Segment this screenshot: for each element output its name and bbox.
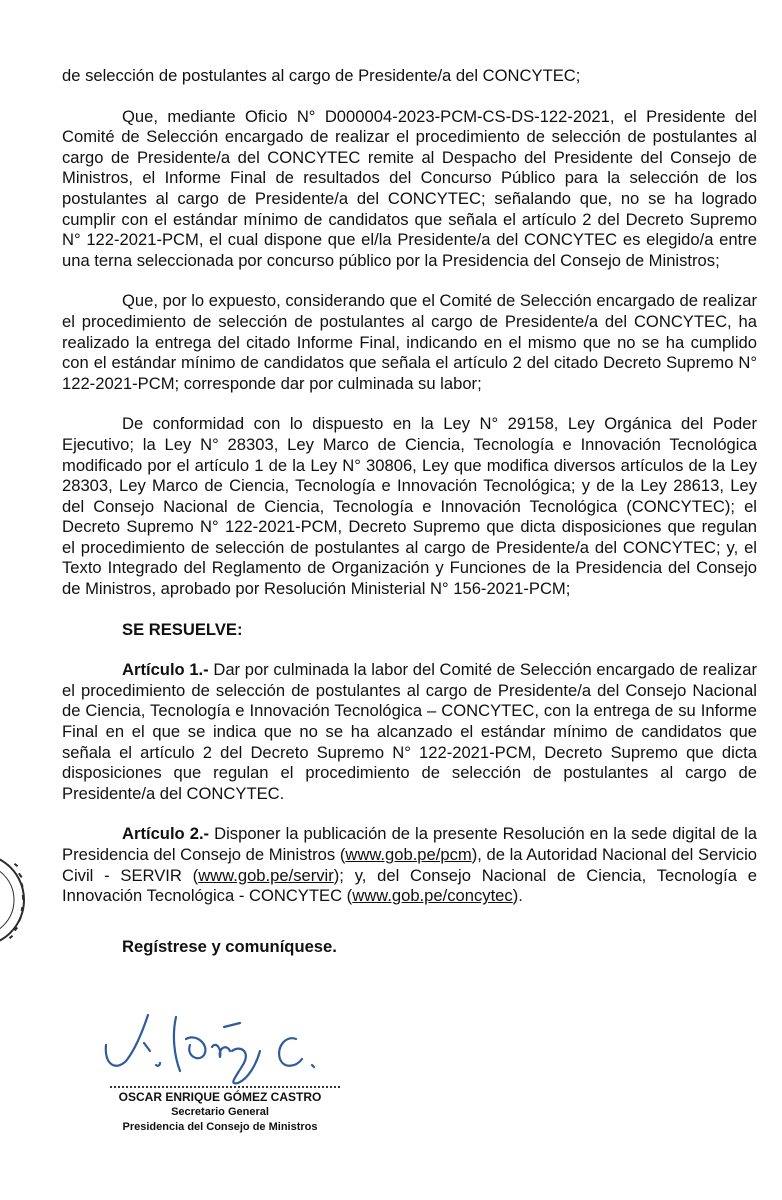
signatory-organization: Presidencia del Consejo de Ministros [122, 1121, 318, 1133]
paragraph-continuation: de selección de postulantes al cargo de Presidente/a del CONCYTEC; [62, 66, 581, 85]
articulo-1-title: Artículo 1.- [122, 660, 209, 680]
articulo-2-text-a: Disponer la publicación de la presente Resolución en la sede digital de la Presidencia del Consejo de Ministros ( [62, 824, 757, 864]
link-pcm[interactable]: www.gob.pe/pcm [345, 845, 472, 864]
articulo-2-title: Artículo 2.- [122, 824, 210, 844]
closing-phrase: Regístrese y comuníquese. [122, 936, 337, 956]
articulo-2-text-d: ). [512, 886, 523, 906]
link-concytec[interactable]: www.gob.pe/concytec [352, 886, 513, 906]
signature-line [110, 1086, 340, 1088]
se-resuelve-heading: SE RESUELVE: [122, 619, 243, 639]
link-servir[interactable]: www.gob.pe/servir [198, 865, 334, 885]
articulo-1 [62, 660, 757, 804]
handwritten-signature-icon [100, 1005, 340, 1087]
articulo-1-text: Dar por culminada la labor del Comité de Selección encargado de realizar el procedimiento de selección de postulantes al cargo de Presidente/a del Consejo Nacional de Ciencia, Tecnología e Innovación Tecnológica – CONCYTEC, con la entrega de su Informe Final en el que se indica que no se ha alcanzado el estándar mínimo de candidatos que señala el artículo 2 del Decreto Supremo N° 122-2021-PCM, Decreto Supremo que dicta disposiciones que regulan el procedimiento de selección de postulantes al cargo de Presidente/a del CONCYTEC. [62, 660, 757, 803]
paragraph-oficio: Que, mediante Oficio N° D000004-2023-PCM-CS-DS-122-2021, el Presidente del Comité de Selección encargado de realizar el procedimiento de selección de postulantes al cargo de Presidente/a del CONCYTEC remite al Despacho del Presidente del Consejo de Ministros, el Informe Final de resultados del Concurso Público para la selección de los postulantes al cargo de Presidente/a del CONCYTEC; señalando que, no se ha logrado cumplir con el estándar mínimo de candidatos que señala el artículo 2 del Decreto Supremo N° 122-2021-PCM, el cual dispone que el/la Presidente/a del CONCYTEC es elegido/a entre una terna seleccionada por concurso público por la Presidencia del Consejo de Ministros; [62, 106, 757, 270]
signatory-role: Secretario General [171, 1106, 269, 1118]
articulo-2 [62, 824, 757, 906]
articulo-2-text-b: ), de la Autoridad Nacional del Servicio Civil - SERVIR ( [62, 845, 757, 885]
paragraph-por-lo-expuesto: Que, por lo expuesto, considerando que el Comité de Selección encargado de realizar el procedimiento de selección de postulantes al cargo de Presidente/a del CONCYTEC, ha realizado la entrega del citado Informe Final, indicando en el mismo que no se ha cumplido con el estándar mínimo de candidatos que señala el artículo 2 del citado Decreto Supremo N° 122-2021-PCM; corresponde dar por culminada su labor; [62, 291, 757, 393]
signatory-name: OSCAR ENRIQUE GÓMEZ CASTRO [118, 1090, 322, 1104]
paragraph-conformidad: De conformidad con lo dispuesto en la Ley N° 29158, Ley Orgánica del Poder Ejecutivo; la Ley N° 28303, Ley Marco de Ciencia, Tecnología e Innovación Tecnológica modificado por el artículo 1 de la Ley N° 30806, Ley que modifica diversos artículos de la Ley 28303, Ley Marco de Ciencia, Tecnología e Innovación Tecnológica; y de la Ley 28613, Ley del Consejo Nacional de Ciencia, Tecnología e Innovación Tecnológica (CONCYTEC); el Decreto Supremo N° 122-2021-PCM, Decreto Supremo que dicta disposiciones que regulan el procedimiento de selección de postulantes al cargo de Presidente/a del CONCYTEC; y, el Texto Integrado del Reglamento de Organización y Funciones de la Presidencia del Consejo de Ministros, aprobado por Resolución Ministerial N° 156-2021-PCM; [62, 414, 757, 599]
document-body [62, 66, 757, 957]
articulo-2-text-c: ); y, del Consejo Nacional de Ciencia, Tecnología e Innovación Tecnológica - CONCYTEC ( [62, 865, 757, 906]
seal-stamp-icon [0, 840, 34, 960]
